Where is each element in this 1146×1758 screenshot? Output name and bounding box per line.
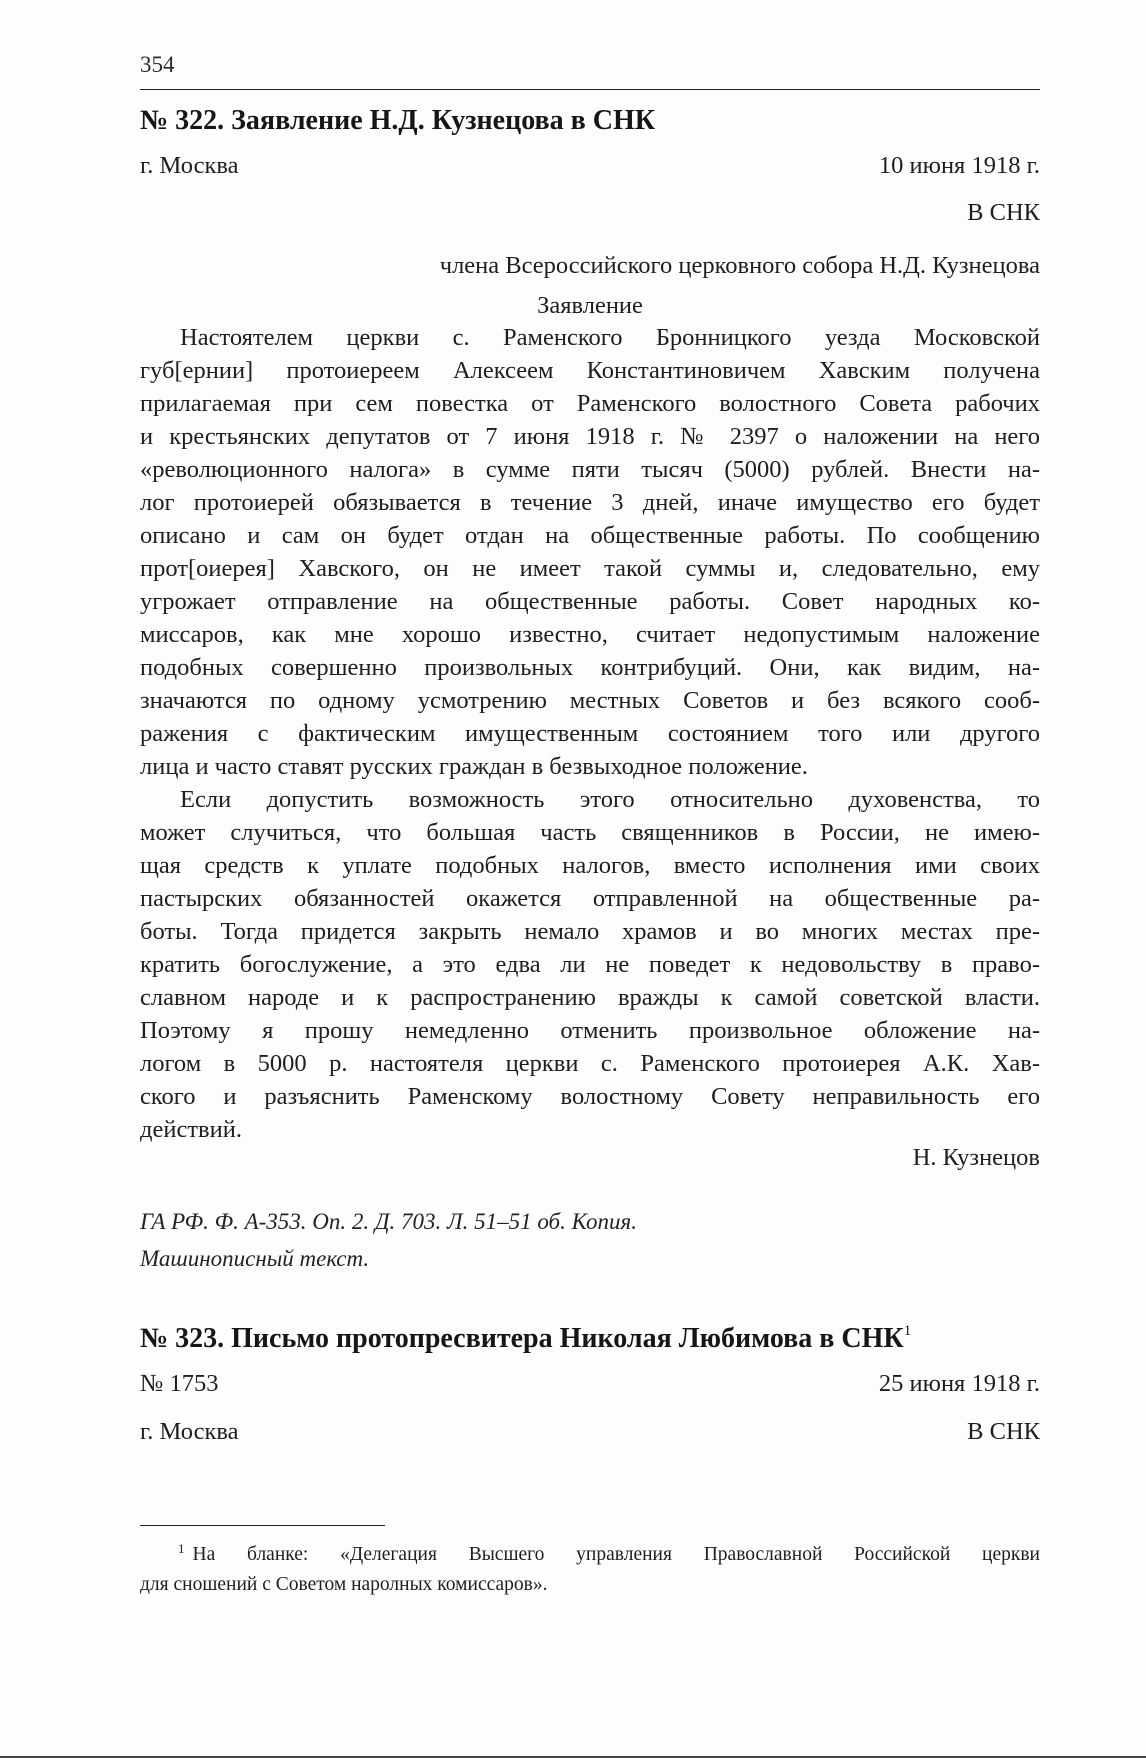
body-line: ражения с фактическим имущественным состоянием того или другого — [140, 720, 1040, 747]
book-page — [140, 0, 1040, 1757]
body-line: миссаров, как мне хорошо известно, считает недопустимым наложение — [140, 621, 1040, 648]
document-323-heading — [140, 1322, 1040, 1356]
body-line: пастырских обязанностей окажется отправленной на общественные ра- — [140, 885, 1040, 912]
page-number: 354 — [140, 52, 175, 77]
header-rule — [140, 89, 1040, 90]
body-line: боты. Тогда придется закрыть немало храмов и во многих местах пре- — [140, 918, 1040, 945]
document-322-date: 10 июня 1918 г. — [878, 152, 1040, 179]
body-line: описано и сам он будет отдан на общественные работы. По сообщению — [140, 522, 1040, 549]
body-line: Поэтому я прошу немедленно отменить произвольное обложение на- — [140, 1017, 1040, 1044]
body-line: угрожает отправление на общественные работы. Совет народных ко- — [140, 588, 1040, 615]
body-line: Настоятелем церкви с. Раменского Бронницкого уезда Московской — [180, 324, 1040, 351]
body-line: прот[оиерея] Хавского, он не имеет такой суммы и, следовательно, ему — [140, 555, 1040, 582]
footnote — [140, 1540, 1040, 1600]
footnote-reference[interactable]: 1 — [903, 1323, 912, 1339]
document-323-date: 25 июня 1918 г. — [878, 1370, 1040, 1397]
body-line: прилагаемая при сем повестка от Раменского волостного Совета рабочих — [140, 390, 1040, 417]
footnote-rule — [140, 1525, 385, 1526]
document-322-signature: Н. Кузнецов — [912, 1144, 1040, 1171]
document-322-place: г. Москва — [140, 152, 239, 179]
document-323-heading-text: № 323. Письмо протопресвитера Николая Любимова в СНК — [140, 1323, 904, 1354]
document-323-place-addressee-row — [140, 1416, 1040, 1448]
body-line: может случиться, что большая часть священников в России, не имею- — [140, 819, 1040, 846]
footnote-line2: для сношений с Советом наролных комиссаров». — [140, 1574, 548, 1595]
footnote-line1 — [140, 1540, 1040, 1570]
body-line: подобных совершенно произвольных контрибуций. Они, как видим, на- — [140, 654, 1040, 681]
body-line: лица и часто ставят русских граждан в безвыходное положение. — [140, 753, 808, 780]
document-322-place-date-row — [140, 150, 1040, 182]
document-323-addressee: В СНК — [967, 1418, 1040, 1445]
body-line: губ[ернии] протоиереем Алексеем Константиновичем Хавским получена — [140, 357, 1040, 384]
archive-citation-line2: Машинописный текст. — [140, 1246, 370, 1271]
archive-citation-line1: ГА РФ. Ф. А-353. Оп. 2. Д. 703. Л. 51–51 об. Копия. — [140, 1209, 637, 1234]
document-323-number: № 1753 — [140, 1370, 219, 1397]
document-322-body — [140, 321, 1040, 1146]
footnote-line1-text: На бланке: «Делегация Высшего управления Православной Российской церкви — [192, 1544, 1040, 1565]
body-line: лог протоиерей обязывается в течение 3 дней, иначе имущество его будет — [140, 489, 1040, 516]
body-line: Если допустить возможность этого относительно духовенства, то — [180, 786, 1040, 813]
document-322-doc-type: Заявление — [537, 292, 643, 319]
body-line: значаются по одному усмотрению местных Советов и без всякого сооб- — [140, 687, 1040, 714]
body-line: действий. — [140, 1116, 242, 1143]
document-322-addressee: В СНК — [967, 199, 1040, 226]
document-322-sender: члена Всероссийского церковного собора Н.Д. Кузнецова — [439, 252, 1040, 279]
body-line: и крестьянских депутатов от 7 июня 1918 г. № 2397 о наложении на него — [140, 423, 1040, 450]
body-line: «революционного налога» в сумме пяти тысяч (5000) рублей. Внести на- — [140, 456, 1040, 483]
document-322-heading: № 322. Заявление Н.Д. Кузнецова в СНК — [140, 105, 656, 136]
body-line: славном народе и к распространению вражды к самой советской власти. — [140, 984, 1040, 1011]
body-line: кратить богослужение, а это едва ли не поведет к недовольству в право- — [140, 951, 1040, 978]
body-line: логом в 5000 р. настоятеля церкви с. Раменского протоиерея А.К. Хав- — [140, 1050, 1040, 1077]
document-323-place: г. Москва — [140, 1418, 239, 1445]
body-line: ского и разъяснить Раменскому волостному Совету неправильность его — [140, 1083, 1040, 1110]
footnote-mark: 1 — [178, 1541, 185, 1556]
document-323-number-date-row — [140, 1368, 1040, 1400]
body-line: щая средств к уплате подобных налогов, вместо исполнения ими своих — [140, 852, 1040, 879]
